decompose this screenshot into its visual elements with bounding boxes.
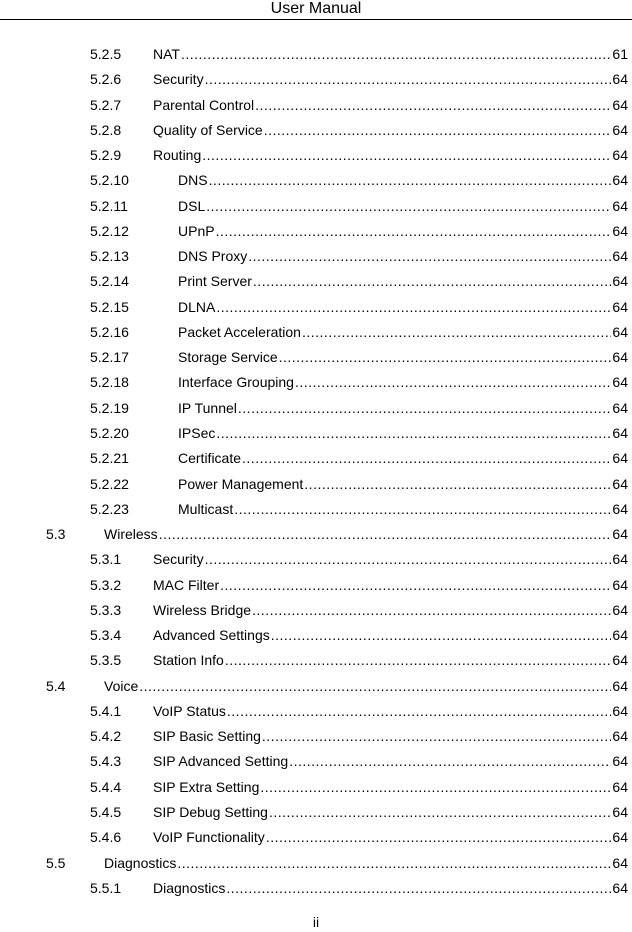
toc-entry[interactable] [0,172,632,197]
toc-entry-number: 5.2.22 [90,475,129,492]
toc-entry-page[interactable]: 64 [612,778,628,795]
toc-entry-page[interactable]: 64 [612,652,628,669]
dot-leader [159,526,612,542]
toc-entry-page[interactable]: 64 [612,854,628,871]
toc-entry[interactable] [0,400,632,425]
toc-entry[interactable] [0,46,632,71]
toc-entry-number: 5.2.13 [90,248,129,265]
toc-entry-page[interactable]: 64 [612,96,628,113]
dot-leader [225,652,612,668]
toc-entry-title[interactable]: Station Info [153,652,224,669]
toc-entry-title[interactable]: Diagnostics [104,854,177,871]
dot-leader [264,122,612,138]
toc-entry-number: 5.4.5 [90,803,122,820]
toc-entry[interactable] [0,728,632,753]
toc-entry-title[interactable]: Packet Acceleration [178,323,301,340]
toc-entry-page[interactable]: 64 [612,500,628,517]
toc-entry-title[interactable]: DNS [178,172,208,189]
toc-entry-page[interactable]: 64 [612,147,628,164]
toc-entry-title[interactable]: DSL [178,197,206,214]
table-of-contents [0,46,632,905]
toc-entry-number: 5.2.12 [90,222,129,239]
toc-entry-number: 5.4.4 [90,778,122,795]
toc-entry-page[interactable]: 64 [612,323,628,340]
toc-entry-number: 5.2.5 [90,46,122,62]
dot-leader [262,728,612,744]
toc-entry-page[interactable]: 64 [612,829,628,846]
toc-entry-title[interactable]: IPSec [178,424,216,441]
toc-entry-page[interactable]: 64 [612,197,628,214]
dot-leader [271,627,612,643]
toc-entry[interactable] [0,804,632,829]
toc-entry[interactable] [0,526,632,551]
toc-entry-page[interactable]: 64 [612,677,628,694]
toc-entry-number: 5.2.6 [90,71,122,88]
toc-entry-number: 5.4.3 [90,753,122,770]
toc-entry-page[interactable]: 64 [612,71,628,88]
dot-leader [139,678,611,694]
toc-entry[interactable] [0,779,632,804]
toc-entry-title[interactable]: Parental Control [153,96,255,113]
page-number: ii [312,914,320,930]
dot-leader [181,46,611,62]
toc-entry-title[interactable]: Wireless [104,526,158,543]
toc-entry[interactable] [0,374,632,399]
toc-entry-page[interactable]: 64 [612,374,628,391]
dot-leader [295,374,611,390]
toc-entry-title[interactable]: SIP Extra Setting [153,778,260,795]
toc-entry-number: 5.2.9 [90,147,122,164]
toc-entry-title[interactable]: Advanced Settings [153,627,270,644]
dot-leader [302,324,611,340]
dot-leader [279,349,612,365]
toc-entry-number: 5.2.20 [90,424,129,441]
toc-entry-page[interactable]: 64 [612,627,628,644]
toc-entry[interactable] [0,829,632,854]
toc-entry-number: 5.4.2 [90,728,122,745]
dot-leader [202,147,611,163]
toc-entry[interactable] [0,627,632,652]
toc-entry-page[interactable]: 64 [612,172,628,189]
toc-entry[interactable] [0,324,632,349]
dot-leader [289,753,611,769]
toc-entry-number: 5.2.7 [90,96,122,113]
toc-entry-page[interactable]: 64 [612,222,628,239]
toc-entry-page[interactable]: 64 [612,702,628,719]
document-title: User Manual [270,0,362,17]
toc-entry[interactable] [0,855,632,880]
toc-entry-page[interactable]: 64 [612,298,628,315]
toc-entry[interactable] [0,349,632,374]
dot-leader [216,425,611,441]
dot-leader [269,804,611,820]
toc-entry-number: 5.3.3 [90,601,122,618]
dot-leader [216,299,611,315]
toc-entry-number: 5.3.1 [90,551,122,568]
toc-entry-title[interactable]: DLNA [178,298,216,315]
toc-entry-page[interactable]: 64 [612,121,628,138]
toc-entry[interactable] [0,880,632,905]
toc-entry-page[interactable]: 64 [612,879,628,896]
toc-entry-number: 5.2.11 [90,197,128,214]
toc-entry-page[interactable]: 64 [612,526,628,543]
toc-entry-number: 5.2.16 [90,323,129,340]
dot-leader [226,880,611,896]
toc-entry-title[interactable]: DNS Proxy [178,248,248,265]
toc-entry-number: 5.3.2 [90,576,122,593]
toc-entry-title[interactable]: VoIP Functionality [153,829,265,846]
toc-entry-title[interactable]: Quality of Service [153,121,263,138]
toc-entry-number: 5.2.15 [90,298,129,315]
dot-leader [220,577,611,593]
toc-entry[interactable] [0,248,632,273]
toc-entry[interactable] [0,753,632,778]
toc-entry-number: 5.3 [46,526,66,543]
dot-leader [205,551,612,567]
toc-entry-title[interactable]: SIP Basic Setting [153,728,261,745]
toc-entry-page[interactable]: 64 [612,475,628,492]
toc-entry-number: 5.4.6 [90,829,122,846]
toc-entry-title[interactable]: Power Management [178,475,304,492]
dot-leader [255,97,611,113]
toc-entry-number: 5.5 [46,854,66,871]
toc-entry[interactable] [0,122,632,147]
toc-entry-title[interactable]: SIP Advanced Setting [153,753,289,770]
toc-entry-title[interactable]: Interface Grouping [178,374,294,391]
toc-entry-title[interactable]: NAT [153,46,180,62]
toc-entry[interactable] [0,147,632,172]
toc-entry-page[interactable]: 64 [612,753,628,770]
toc-entry-title[interactable]: Voice [104,677,139,694]
toc-entry[interactable] [0,223,632,248]
dot-leader [242,450,611,466]
toc-entry-number: 5.5.1 [90,879,122,896]
toc-entry-page[interactable]: 64 [612,273,628,290]
toc-entry-page[interactable]: 64 [612,450,628,467]
toc-entry-title[interactable]: UPnP [178,222,215,239]
dot-leader [227,703,612,719]
toc-entry[interactable] [0,425,632,450]
toc-entry-title[interactable]: Print Server [178,273,252,290]
toc-entry[interactable] [0,678,632,703]
dot-leader [209,172,612,188]
toc-entry[interactable] [0,551,632,576]
toc-entry[interactable] [0,198,632,223]
toc-entry-number: 5.3.5 [90,652,122,669]
toc-entry[interactable] [0,476,632,501]
dot-leader [216,223,612,239]
toc-entry-page[interactable]: 64 [612,248,628,265]
toc-entry-title[interactable]: SIP Debug Setting [153,803,268,820]
toc-entry-title[interactable]: MAC Filter [153,576,220,593]
toc-entry[interactable] [0,450,632,475]
toc-entry[interactable] [0,97,632,122]
toc-entry-title[interactable]: Certificate [178,450,242,467]
dot-leader [260,779,611,795]
toc-entry-number: 5.4 [46,677,66,694]
toc-entry-number: 5.3.4 [90,627,122,644]
toc-entry[interactable] [0,577,632,602]
toc-entry-page[interactable]: 64 [612,576,628,593]
toc-entry-number: 5.2.21 [90,450,129,467]
header-rule [0,19,632,20]
toc-entry-number: 5.2.10 [90,172,129,189]
toc-entry-number: 5.2.19 [90,399,129,416]
dot-leader [304,476,611,492]
dot-leader [206,198,611,214]
toc-entry[interactable] [0,602,632,627]
toc-entry-page[interactable]: 61 [612,46,628,62]
page-header [0,0,632,20]
toc-entry-title[interactable]: Diagnostics [153,879,226,896]
dot-leader [248,248,611,264]
toc-entry-title[interactable]: Storage Service [178,349,278,366]
toc-entry[interactable] [0,71,632,96]
toc-entry[interactable] [0,299,632,324]
toc-entry-page[interactable]: 64 [612,551,628,568]
dot-leader [205,71,612,87]
toc-entry-number: 5.2.8 [90,121,122,138]
toc-entry-title[interactable]: Routing [153,147,202,164]
toc-entry[interactable] [0,273,632,298]
toc-entry-title[interactable]: Wireless Bridge [153,601,252,618]
toc-entry-page[interactable]: 64 [612,803,628,820]
toc-entry-title[interactable]: Multicast [178,500,234,517]
toc-entry-page[interactable]: 64 [612,424,628,441]
toc-entry[interactable] [0,652,632,677]
toc-entry-number: 5.2.18 [90,374,129,391]
toc-entry-title[interactable]: Security [153,71,204,88]
toc-entry-page[interactable]: 64 [612,349,628,366]
toc-entry-number: 5.2.14 [90,273,129,290]
toc-entry-page[interactable]: 64 [612,601,628,618]
dot-leader [252,602,611,618]
toc-entry-page[interactable]: 64 [612,399,628,416]
toc-entry[interactable] [0,501,632,526]
dot-leader [177,855,611,871]
dot-leader [266,829,612,845]
toc-entry[interactable] [0,703,632,728]
dot-leader [234,501,611,517]
toc-entry-number: 5.2.23 [90,500,129,517]
page-footer [0,914,632,930]
toc-entry-page[interactable]: 64 [612,728,628,745]
dot-leader [253,273,612,289]
toc-entry-title[interactable]: IP Tunnel [178,399,237,416]
dot-leader [238,400,612,416]
toc-entry-number: 5.2.17 [90,349,129,366]
toc-entry-title[interactable]: VoIP Status [153,702,226,719]
toc-entry-title[interactable]: Security [153,551,204,568]
toc-entry-number: 5.4.1 [90,702,122,719]
